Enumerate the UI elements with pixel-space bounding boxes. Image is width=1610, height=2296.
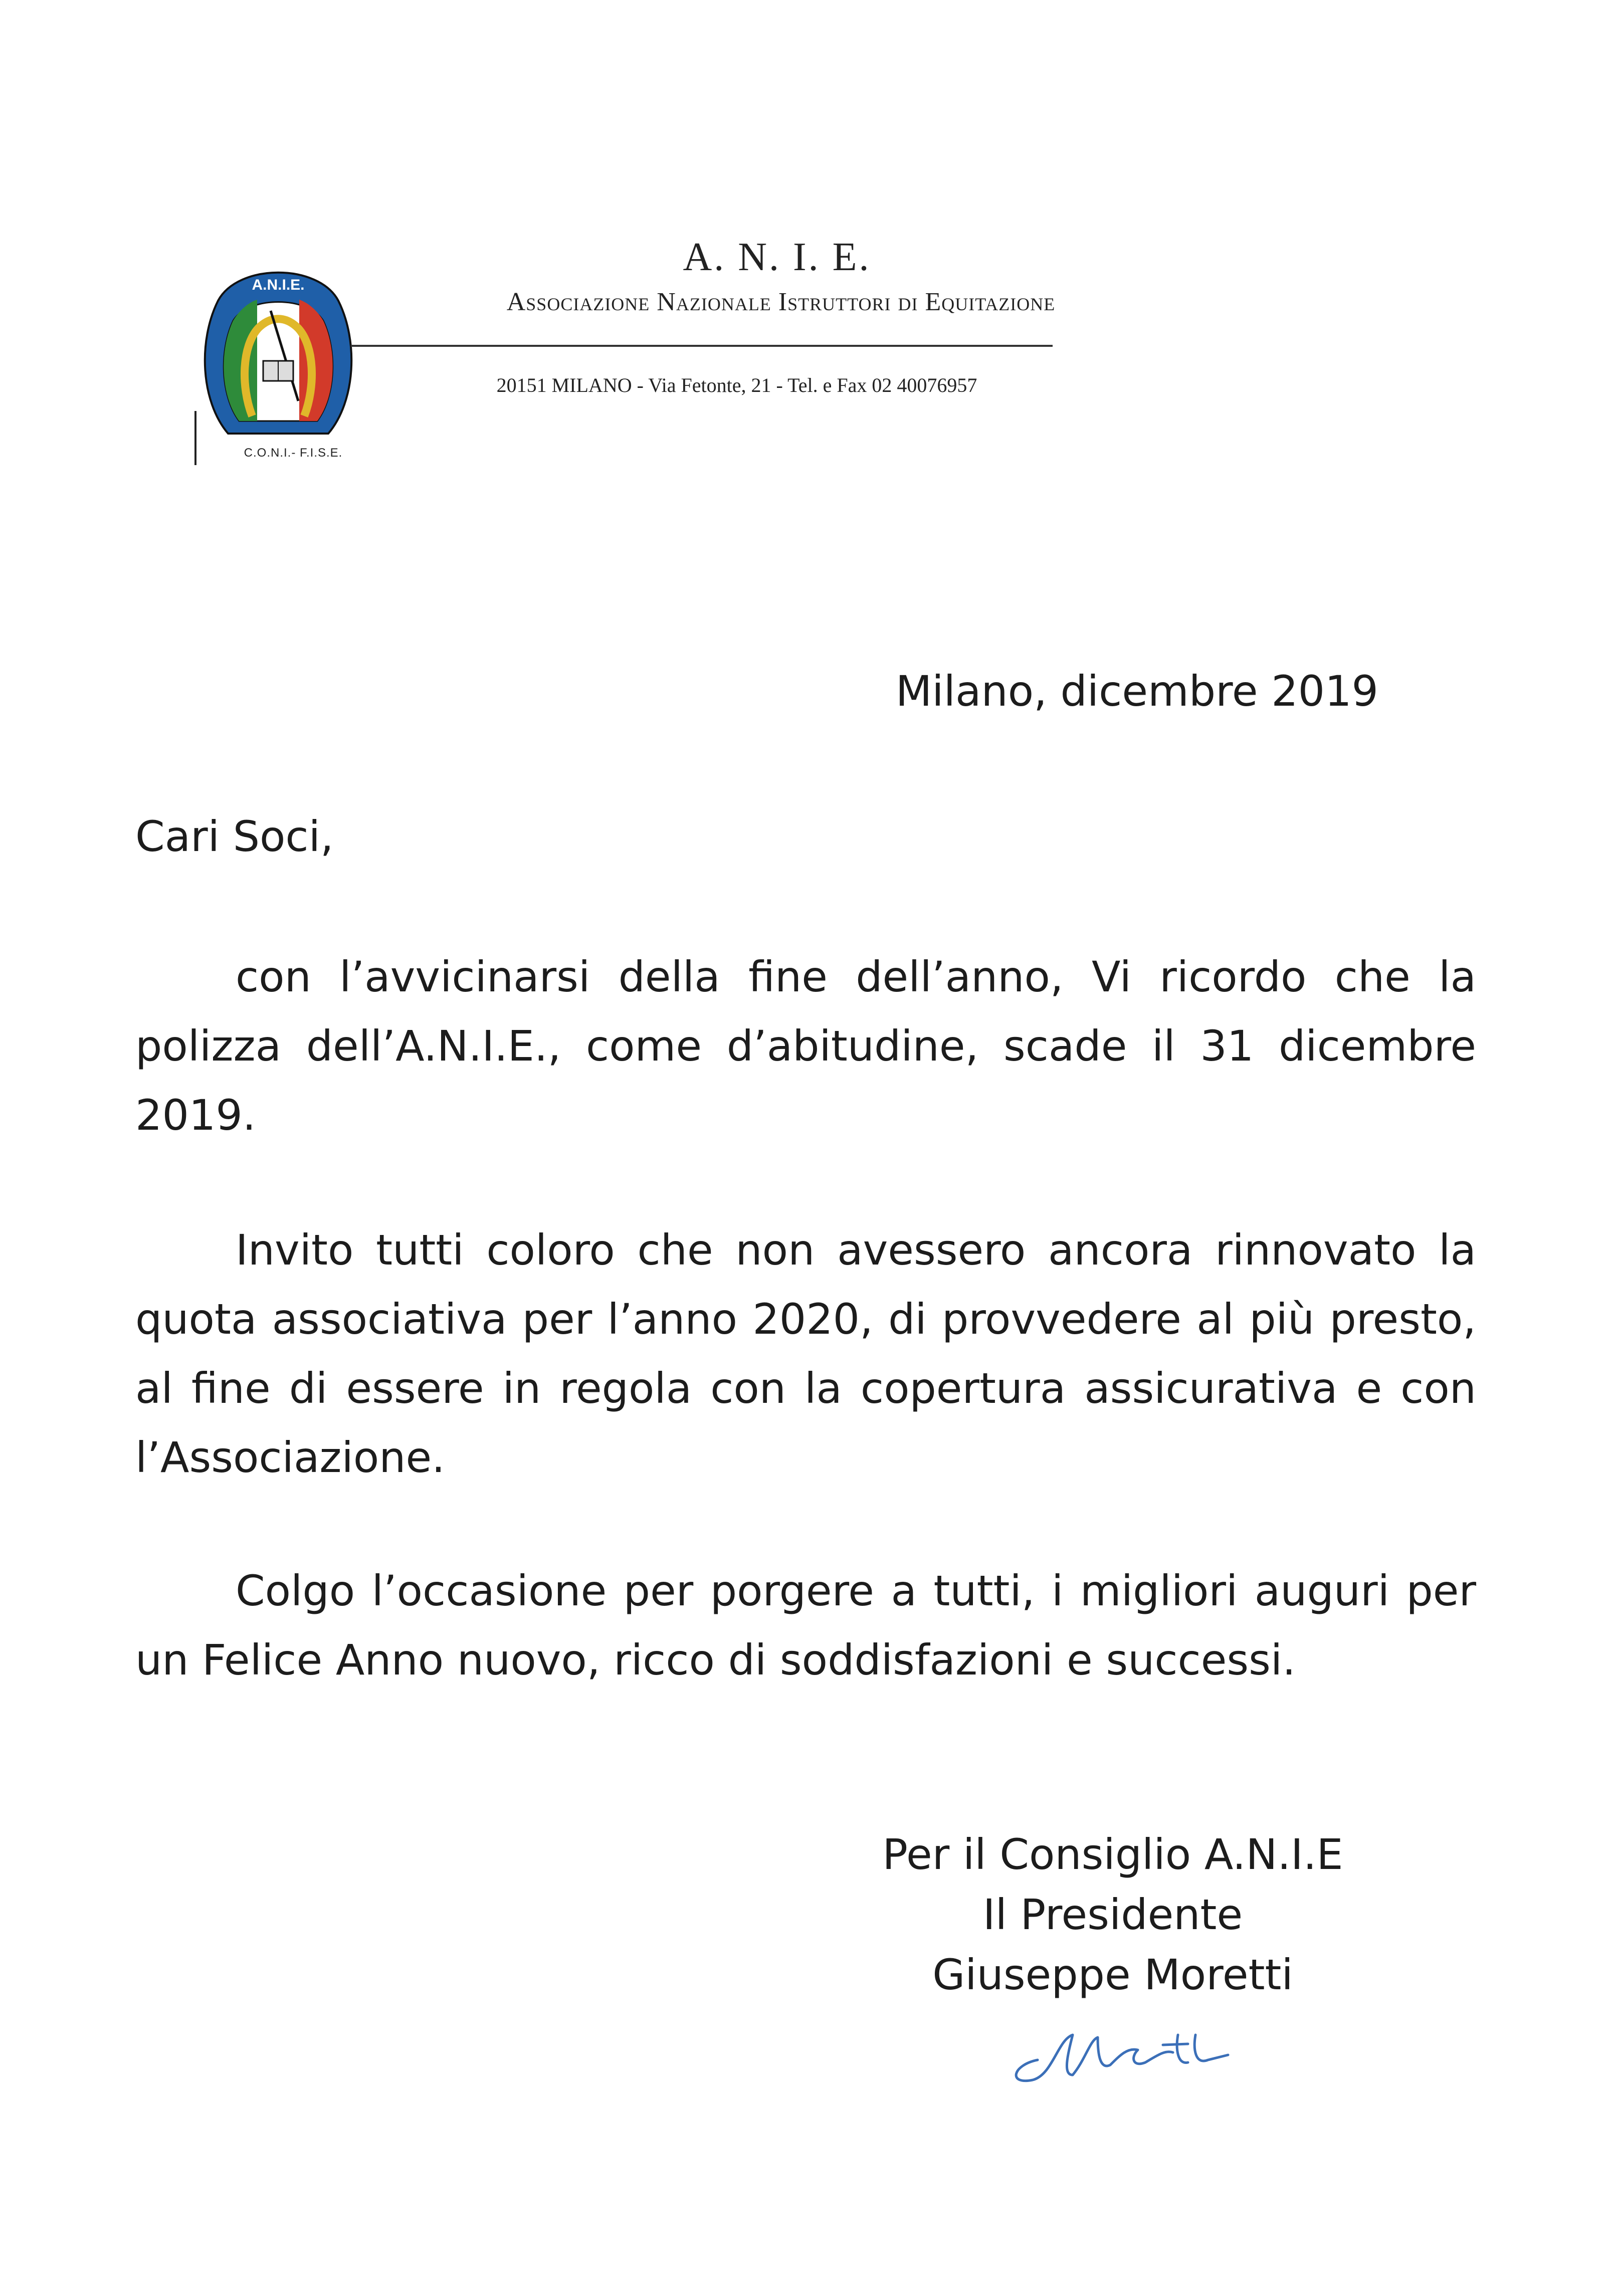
closing-line-council: Per il Consiglio A.N.I.E [882,1830,1343,1879]
anie-logo [198,236,358,471]
org-full-name: Associazione Nazionale Istruttori di Equitazione [506,288,1056,316]
paragraph-3: Colgo l’occasione per porgere a tutti, i migliori auguri per un Felice Anno nuovo, ricco di soddisfazioni e successi. [135,1566,1476,1685]
org-address: 20151 MILANO - Via Fetonte, 21 - Tel. e Fax 02 40076957 [496,374,977,396]
paragraph-2: Invito tutti coloro che non avessero ancora rinnovato la quota associativa per l’anno 2020, di provvedere al più presto, al fine di essere in regola con la copertura assicurativa e con l’Associazione. [135,1225,1476,1482]
signature-block [832,1824,1393,2005]
org-acronym: A. N. I. E. [683,235,871,279]
logo-caption: C.O.N.I.- F.I.S.E. [244,446,343,460]
anie-emblem-icon [198,236,358,446]
letter-date: Milano, dicembre 2019 [895,667,1378,716]
closing-line-title: Il Presidente [982,1890,1243,1939]
paragraph-1: con l’avvicinarsi della fine dell’anno, Vi ricordo che la polizza dell’A.N.I.E., come d’abitudine, scade il 31 dicembre 2019. [135,952,1476,1140]
salutation: Cari Soci, [135,812,334,861]
logo-divider [194,411,196,465]
closing-line-name: Giuseppe Moretti [932,1950,1293,1999]
letterhead-rule [351,345,1053,347]
logo-ring-label: A.N.I.E. [252,277,305,293]
handwritten-signature [997,2000,1258,2090]
